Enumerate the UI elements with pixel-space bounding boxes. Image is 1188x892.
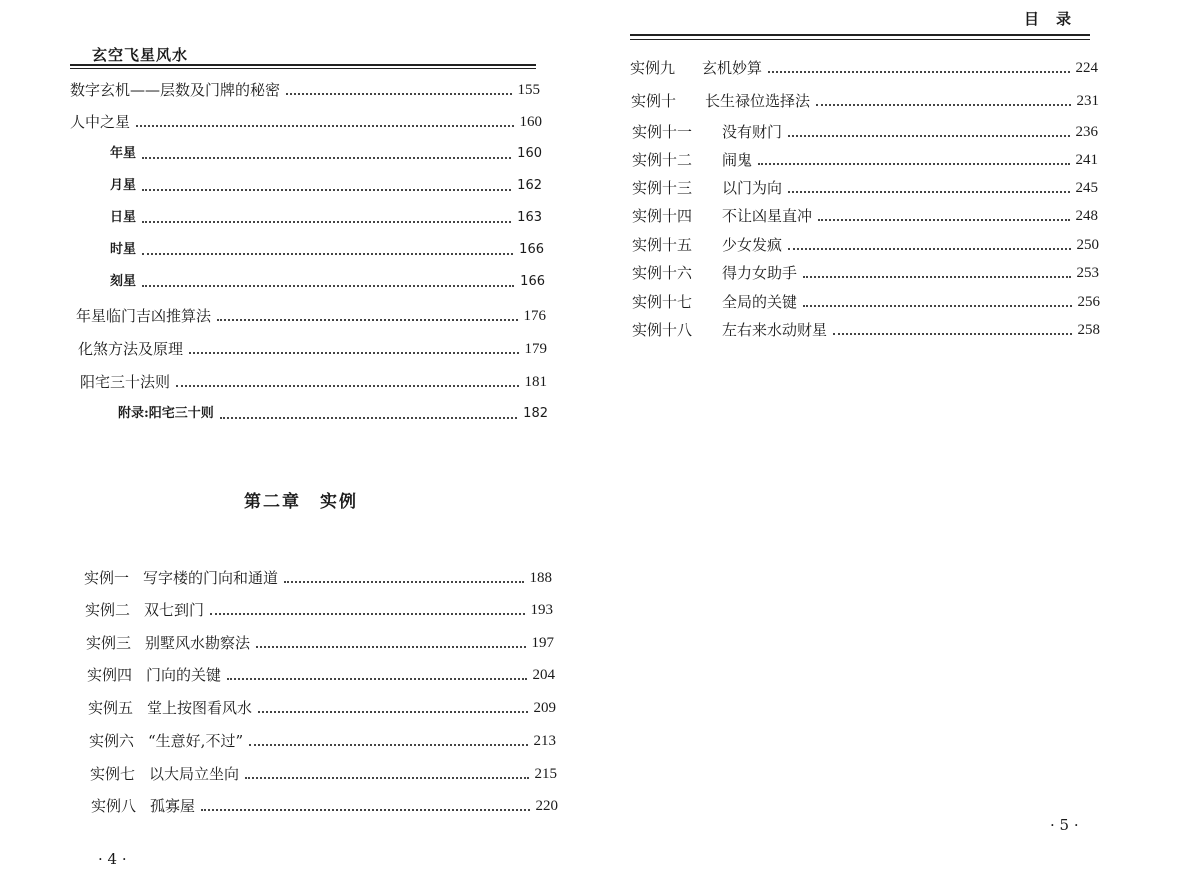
dot-leader: [286, 93, 511, 95]
entry-label: 实例六: [89, 732, 135, 750]
entry-page: 166: [520, 274, 545, 289]
running-title: 目 录: [1024, 10, 1073, 28]
toc-entry-example[interactable]: [91, 796, 558, 816]
entry-title: 人中之星: [70, 113, 131, 131]
toc-entry[interactable]: [80, 372, 547, 392]
dot-leader: [142, 221, 511, 223]
entry-page: 160: [519, 114, 542, 130]
toc-entry[interactable]: [78, 339, 547, 359]
entry-title: 玄机妙算: [702, 59, 763, 77]
entry-label: 实例十七: [632, 293, 693, 311]
entry-label: 实例十五: [632, 236, 693, 254]
entry-page: 236: [1075, 124, 1098, 140]
toc-entry-example[interactable]: [632, 235, 1099, 255]
dot-leader: [176, 385, 518, 387]
entry-label: 实例十四: [632, 207, 693, 225]
header-rule: [630, 34, 1090, 36]
entry-title: 堂上按图看风水: [147, 699, 253, 717]
entry-title: 附录:阳宅三十则: [118, 406, 214, 421]
toc-entry-example[interactable]: [631, 91, 1099, 111]
entry-label: 实例九: [630, 59, 676, 77]
entry-label: 实例八: [91, 797, 137, 815]
entry-title: 不让凶星直冲: [722, 207, 813, 225]
dot-leader: [189, 352, 518, 354]
entry-title: 刻星: [110, 274, 137, 289]
dot-leader: [256, 646, 525, 648]
header-rule: [70, 64, 536, 66]
toc-entry-example[interactable]: [90, 764, 557, 784]
dot-leader: [142, 285, 514, 287]
toc-entry[interactable]: [70, 112, 542, 132]
entry-page: 213: [533, 733, 556, 749]
entry-page: 241: [1075, 152, 1098, 168]
toc-entry-example[interactable]: [632, 178, 1098, 198]
entry-page: 197: [531, 635, 554, 651]
dot-leader: [284, 581, 523, 583]
entry-title: 没有财门: [722, 123, 783, 141]
entry-page: 166: [519, 242, 544, 257]
entry-title: 月星: [110, 178, 137, 193]
toc-entry-example[interactable]: [88, 698, 556, 718]
entry-page: 253: [1076, 265, 1099, 281]
entry-label: 实例十一: [632, 123, 693, 141]
entry-label: 实例三: [86, 634, 132, 652]
chapter-heading: 第二章 实例: [244, 492, 358, 512]
entry-title: 闹鬼: [722, 151, 753, 169]
entry-label: 实例十二: [632, 151, 693, 169]
toc-entry[interactable]: [70, 80, 540, 100]
page-number: · 5 ·: [1050, 816, 1079, 834]
entry-page: 162: [517, 178, 542, 193]
entry-title: 写字楼的门向和通道: [143, 569, 279, 587]
header-rule-thin: [630, 39, 1090, 40]
entry-title: 化煞方法及原理: [78, 340, 184, 358]
header-rule-thin: [70, 68, 536, 69]
toc-subentry[interactable]: [110, 272, 545, 292]
dot-leader: [258, 711, 527, 713]
toc-entry-example[interactable]: [85, 600, 553, 620]
dot-leader: [758, 163, 1069, 165]
entry-page: 209: [533, 700, 556, 716]
toc-entry-example[interactable]: [632, 292, 1100, 312]
dot-leader: [788, 135, 1069, 137]
dot-leader: [818, 219, 1069, 221]
entry-title: 以门为向: [722, 179, 783, 197]
entry-title: 得力女助手: [722, 264, 798, 282]
dot-leader: [217, 319, 517, 321]
dot-leader: [227, 678, 526, 680]
dot-leader: [245, 777, 528, 779]
entry-page: 250: [1076, 237, 1099, 253]
toc-subentry[interactable]: [110, 240, 544, 260]
toc-entry[interactable]: [76, 306, 546, 326]
entry-title: 全局的关键: [722, 293, 798, 311]
entry-page: 155: [517, 82, 540, 98]
entry-label: 实例十六: [632, 264, 693, 282]
page-number: · 4 ·: [98, 850, 127, 868]
entry-page: 245: [1075, 180, 1098, 196]
entry-title: 门向的关键: [146, 666, 222, 684]
toc-entry-example[interactable]: [632, 320, 1100, 340]
entry-title: 左右来水动财星: [722, 321, 828, 339]
entry-label: 实例十八: [632, 321, 693, 339]
entry-title: 数字玄机——层数及门牌的秘密: [70, 81, 281, 99]
entry-title: 年星: [110, 146, 137, 161]
entry-title: 年星临门吉凶推算法: [76, 307, 212, 325]
entry-page: 220: [535, 798, 558, 814]
entry-page: 160: [517, 146, 542, 161]
dot-leader: [768, 71, 1069, 73]
dot-leader: [142, 189, 511, 191]
toc-entry-example[interactable]: [632, 206, 1098, 226]
entry-title: 时星: [110, 242, 137, 257]
entry-page: 248: [1075, 208, 1098, 224]
entry-label: 实例四: [87, 666, 133, 684]
dot-leader: [210, 613, 524, 615]
entry-label: 实例十三: [632, 179, 693, 197]
entry-label: 实例十: [631, 92, 677, 110]
dot-leader: [833, 333, 1071, 335]
entry-title: 双七到门: [144, 601, 205, 619]
entry-title: “生意好,不过”: [148, 732, 244, 750]
dot-leader: [201, 809, 529, 811]
entry-title: 阳宅三十法则: [80, 373, 171, 391]
dot-leader: [803, 305, 1071, 307]
entry-title: 长生禄位选择法: [705, 92, 811, 110]
entry-page: 188: [529, 570, 552, 586]
dot-leader: [803, 276, 1070, 278]
dot-leader: [220, 417, 517, 419]
toc-entry-example[interactable]: [89, 731, 556, 751]
dot-leader: [136, 125, 513, 127]
dot-leader: [816, 104, 1070, 106]
toc-subentry[interactable]: [110, 208, 542, 228]
toc-entry-example[interactable]: [630, 58, 1098, 78]
entry-page: 256: [1077, 294, 1100, 310]
entry-title: 别墅风水勘察法: [145, 634, 251, 652]
toc-subentry[interactable]: [110, 176, 542, 196]
entry-page: 215: [534, 766, 557, 782]
entry-title: 孤寡屋: [150, 797, 196, 815]
toc-entry-example[interactable]: [632, 263, 1099, 283]
dot-leader: [249, 744, 527, 746]
entry-title: 以大局立坐向: [149, 765, 240, 783]
toc-entry-example[interactable]: [632, 122, 1098, 142]
entry-label: 实例一: [84, 569, 130, 587]
dot-leader: [788, 248, 1070, 250]
entry-page: 204: [532, 667, 555, 683]
dot-leader: [788, 191, 1069, 193]
entry-page: 193: [530, 602, 553, 618]
toc-subentry[interactable]: [118, 404, 548, 424]
toc-entry-example[interactable]: [87, 665, 555, 685]
entry-page: 181: [524, 374, 547, 390]
entry-title: 少女发疯: [722, 236, 783, 254]
entry-label: 实例五: [88, 699, 134, 717]
running-title: 玄空飞星风水: [92, 46, 189, 64]
entry-page: 258: [1077, 322, 1100, 338]
entry-page: 182: [523, 406, 548, 421]
entry-title: 日星: [110, 210, 137, 225]
dot-leader: [142, 253, 513, 255]
entry-page: 176: [523, 308, 546, 324]
entry-page: 179: [524, 341, 547, 357]
toc-entry-example[interactable]: [86, 633, 554, 653]
entry-page: 231: [1076, 93, 1099, 109]
entry-page: 163: [517, 210, 542, 225]
right-page: [594, 0, 1188, 892]
entry-label: 实例二: [85, 601, 131, 619]
entry-page: 224: [1075, 60, 1098, 76]
toc-entry-example[interactable]: [632, 150, 1098, 170]
toc-subentry[interactable]: [110, 144, 542, 164]
entry-label: 实例七: [90, 765, 136, 783]
dot-leader: [142, 157, 511, 159]
toc-entry-example[interactable]: [84, 568, 552, 588]
